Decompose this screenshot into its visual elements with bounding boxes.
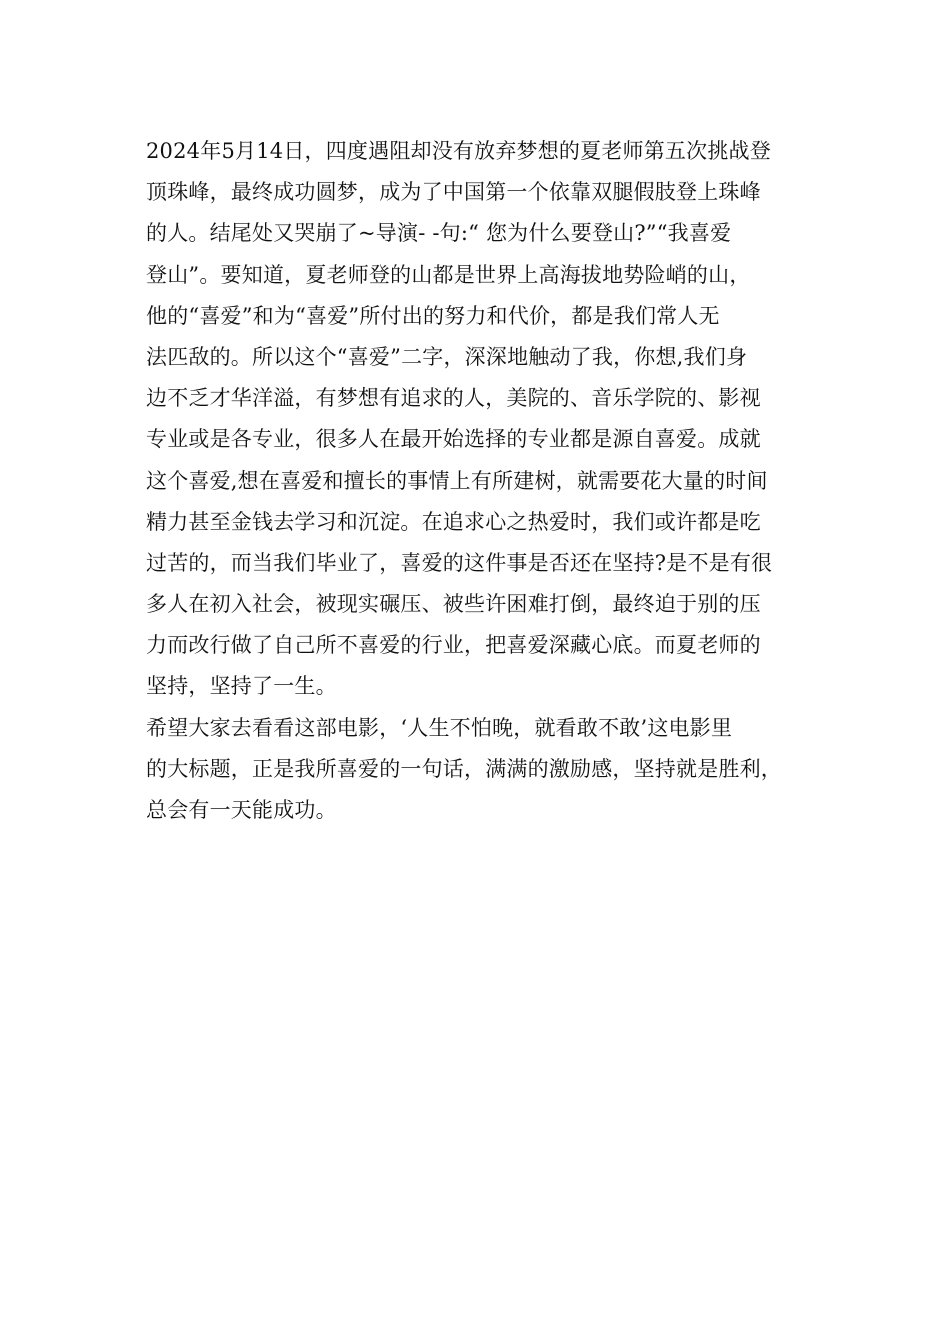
text-line: 多人在初入社会，被现实碾压、被些许困难打倒，最终迫于别的压 xyxy=(146,592,761,617)
text-line: 顶珠峰，最终成功圆梦，成为了中国第一个依靠双腿假肢登上珠峰 xyxy=(146,180,761,205)
text-line: 总会有一天能成功。 xyxy=(146,798,337,822)
paragraph-1 xyxy=(146,131,816,708)
text-line: 专业或是各专业，很多人在最开始选择的专业都是源自喜爱。成就 xyxy=(146,427,761,452)
text-line: 他的“喜爱”和为“喜爱”所付出的努力和代价，都是我们常人无 xyxy=(146,303,720,328)
paragraph-2 xyxy=(146,708,816,832)
text-line: 法匹敌的。所以这个“喜爱”二字，深深地触动了我，你想,我们身 xyxy=(146,344,748,369)
text-line: 的人。结尾处又哭崩了~导演- -句:“ 您为什么要登山?”“我喜爱 xyxy=(146,221,732,246)
text-line: 过苦的，而当我们毕业了，喜爱的这件事是否还在坚持?是不是有很 xyxy=(146,550,773,575)
text-line: 的大标题，正是我所喜爱的一句话，满满的激励感，坚持就是胜利， xyxy=(146,756,782,781)
text-line: 边不乏才华洋溢，有梦想有追求的人，美院的、音乐学院的、影视 xyxy=(146,386,761,411)
text-line: 力而改行做了自己所不喜爱的行业，把喜爱深藏心底。而夏老师的 xyxy=(146,633,761,658)
text-line: 坚持，坚持了一生。 xyxy=(146,674,337,699)
text-line: 这个喜爱,想在喜爱和擅长的事情上有所建树，就需要花大量的时间 xyxy=(146,468,768,493)
text-line: 希望大家去看看这部电影，‘人生不怕晚，就看敢不敢’这电影里 xyxy=(146,715,733,740)
text-line: 精力甚至金钱去学习和沉淀。在追求心之热爱时，我们或许都是吃 xyxy=(146,509,761,534)
text-line: 登山”。要知道，夏老师登的山都是世界上高海拔地势险峭的山， xyxy=(146,262,751,287)
text-line: 2024年5月14日，四度遇阻却没有放弃梦想的夏老师第五次挑战登 xyxy=(146,139,771,163)
document-body xyxy=(146,131,816,831)
